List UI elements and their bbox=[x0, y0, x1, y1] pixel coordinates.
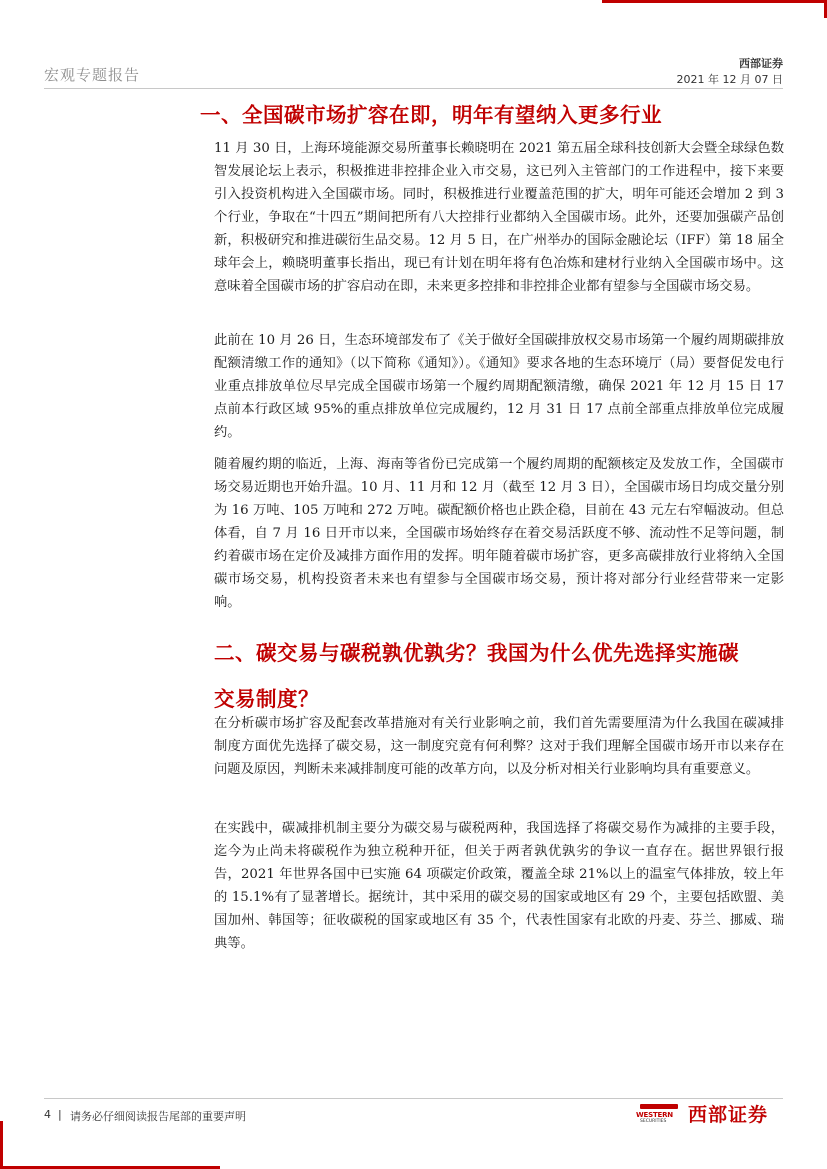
corner-mark-bottom-vertical bbox=[0, 1121, 3, 1169]
header-brand: 西部证券 bbox=[739, 57, 783, 70]
footer-separator: | bbox=[58, 1108, 62, 1121]
paragraph-3: 随着履约期的临近，上海、海南等省份已完成第一个履约周期的配额核定及发放工作，全国碳市场交易近期也开始升温。10 月、11 月和 12 月（截至 12 月 3 日），全国碳市场日均成交量分别为 16 万吨、105 万吨和 272 万吨。碳配额价格也止跌企稳，目前在 43 元左右窄幅波动。但总体看，自 7 月 16 日开市以来，全国碳市场始终存在着交易活跃度不够、流动性不足等问题，制约着碳市场在定价及减排方面作用的发挥。明年随着碳市场扩容，更多高碳排放行业将纳入全国碳市场交易，机构投资者未来也有望参与全国碳市场交易，预计将对部分行业经营带来一定影响。 bbox=[214, 457, 784, 610]
logo-name: 西部证券 bbox=[688, 1104, 769, 1126]
footer-disclaimer: 请务必仔细阅读报告尾部的重要声明 bbox=[70, 1110, 246, 1123]
footer-divider bbox=[44, 1098, 783, 1099]
report-type: 宏观专题报告 bbox=[44, 66, 141, 84]
paragraph-4: 在分析碳市场扩容及配套改革措施对有关行业影响之前，我们首先需要厘清为什么我国在碳减排制度方面优先选择了碳交易，这一制度究竟有何利弊？这对于我们理解全国碳市场开市以来存在问题及原因，判断未来减排制度可能的改革方向，以及分析对相关行业影响均具有重要意义。 bbox=[214, 716, 784, 777]
paragraph-1: 11 月 30 日，上海环境能源交易所董事长赖晓明在 2021 第五届全球科技创新大会暨全球绿色数智发展论坛上表示，积极推进非控排企业入市交易，这已列入主管部门的工作进程中，接下来要引入投资机构进入全国碳市场。同时，积极推进行业覆盖范围的扩大，明年可能还会增加 2 到 3 个行业，争取在“十四五”期间把所有八大控排行业都纳入全国碳市场。此外，还要加强碳产品创新，积极研究和推进碳衍生品交易。12 月 5 日，在广州举办的国际金融论坛（IFF）第 18 届全球年会上，赖晓明董事长指出，现已有计划在明年将有色冶炼和建材行业纳入全国碳市场中。这意味着全国碳市场的扩容启动在即，未来更多控排和非控排企业都有望参与全国碳市场交易。 bbox=[214, 141, 784, 294]
logo-mark-subtext: SECURITIES bbox=[640, 1118, 667, 1124]
logo-mark-text: WESTERN bbox=[636, 1110, 673, 1119]
header-divider bbox=[44, 88, 783, 89]
paragraph-2: 此前在 10 月 26 日，生态环境部发布了《关于做好全国碳排放权交易市场第一个履约周期碳排放配额清缴工作的通知》（以下简称《通知》）。《通知》要求各地的生态环境厅（局）要督促发电行业重点排放单位尽早完成全国碳市场第一个履约周期配额清缴，确保 2021 年 12 月 15 日 17 点前本行政区域 95%的重点排放单位完成履约，12 月 31 日 17 点前全部重点排放单位完成履约。 bbox=[214, 333, 784, 440]
section-heading-1: 一、全国碳市场扩容在即，明年有望纳入更多行业 bbox=[200, 103, 662, 127]
logo-mark-icon bbox=[636, 1102, 682, 1126]
paragraph-5: 在实践中，碳减排机制主要分为碳交易与碳税两种，我国选择了将碳交易作为减排的主要手段，迄今为止尚未将碳税作为独立税种开征，但关于两者孰优孰劣的争议一直存在。据世界银行报告，2021 年世界各国中已实施 64 项碳定价政策，覆盖全球 21%以上的温室气体排放，较上年的 15.1%有了显著增长。据统计，其中采用的碳交易的国家或地区有 29 个，主要包括欧盟、美国加州、韩国等；征收碳税的国家或地区有 35 个，代表性国家有北欧的丹麦、芬兰、挪威、瑞典等。 bbox=[214, 821, 784, 951]
section-heading-2-line-2: 交易制度？ bbox=[214, 687, 319, 711]
section-heading-2-line-1: 二、碳交易与碳税孰优孰劣？我国为什么优先选择实施碳 bbox=[214, 641, 739, 665]
page-number: 4 bbox=[44, 1108, 51, 1121]
corner-mark-top-horizontal bbox=[602, 0, 827, 3]
company-logo bbox=[636, 1100, 768, 1127]
report-date: 2021 年 12 月 07 日 bbox=[676, 73, 783, 86]
